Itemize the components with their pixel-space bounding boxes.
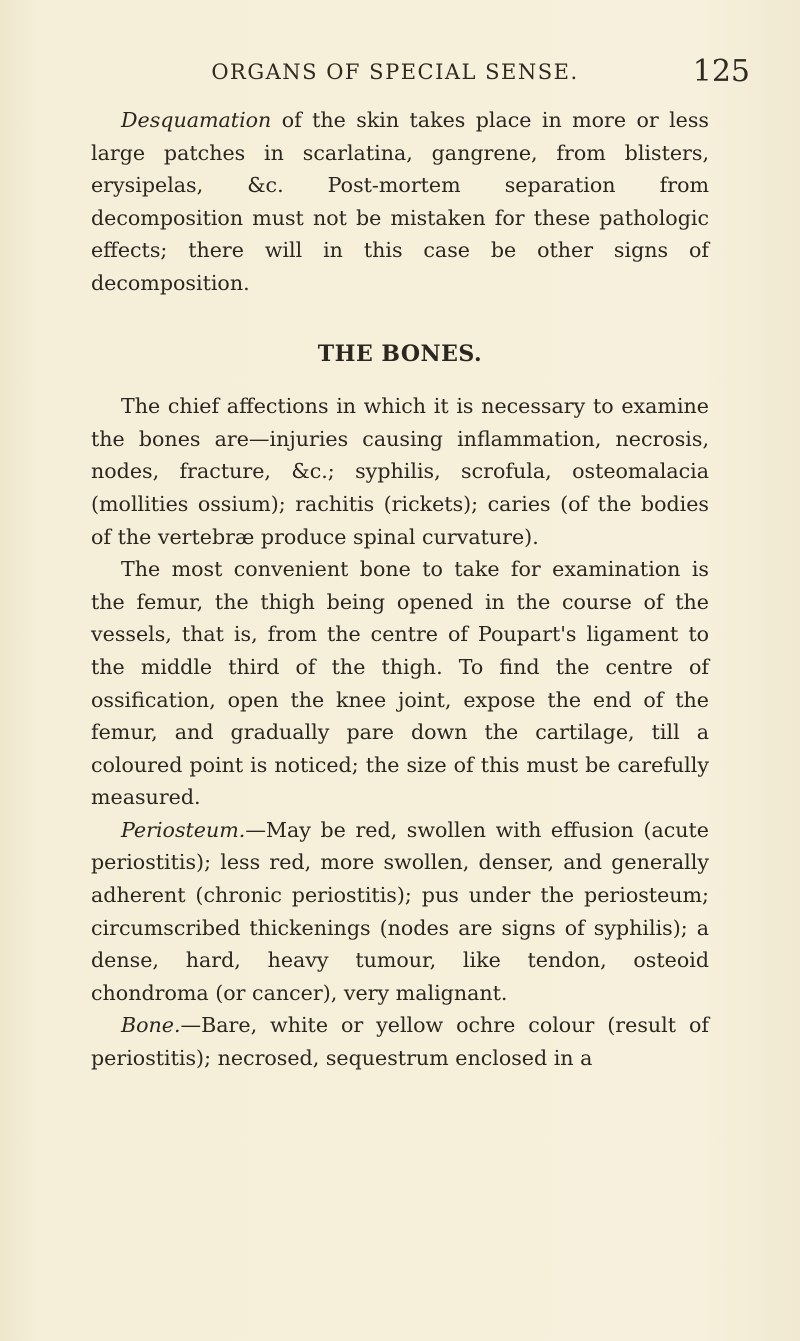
paragraph-text: —May be red, swollen with effusion (acute periostitis); less red, more swollen, denser, and generally adherent (chronic periostitis); pus under the periosteum; circumscribed thickenings (nodes are signs of syphilis); a dense, hard, heavy tumour, like tendon, osteoid chondroma (or cancer), very malignant. <box>91 817 709 1005</box>
paragraph-desquamation <box>91 104 709 300</box>
term-periosteum: Periosteum. <box>121 817 246 842</box>
running-title: ORGANS OF SPECIAL SENSE. <box>211 60 579 84</box>
term-desquamation: Desquamation <box>121 108 272 132</box>
paragraph-bone <box>91 1009 709 1074</box>
paragraph-bone-affections: The chief affections in which it is necessary to examine the bones are—injuries causing inflammation, necrosis, nodes, fracture, &c.; syphilis, scrofula, osteomalacia (mollities ossium); rachitis (rickets); caries (of the bodies of the vertebræ produce spinal curvature). <box>91 394 709 549</box>
paragraph-text: of the skin takes place in more or less large patches in scarlatina, gangrene, from blisters, erysipelas, &c. Post-mortem separation from decomposition must not be mistaken for these pathologic effects; there will in this case be other signs of decomposition. <box>91 108 709 295</box>
paragraph-text: —Bare, white or yellow ochre colour (result of periostitis); necrosed, sequestrum enclosed in a <box>91 1013 709 1071</box>
page-header <box>40 54 750 94</box>
paragraph-femur-examination: The most convenient bone to take for examination is the femur, the thigh being opened in the course of the vessels, that is, from the centre of Poupart's ligament to the middle third of the thigh. To find the centre of ossification, open the knee joint, expose the end of the femur, and gradually pare down the cartilage, till a coloured point is noticed; the size of this must be carefully measured. <box>91 557 709 810</box>
page-number: 125 <box>692 54 750 89</box>
paragraph-periosteum <box>91 814 709 1010</box>
term-bone: Bone. <box>121 1013 181 1038</box>
section-heading: THE BONES. <box>317 340 483 367</box>
page-body <box>91 104 709 1075</box>
